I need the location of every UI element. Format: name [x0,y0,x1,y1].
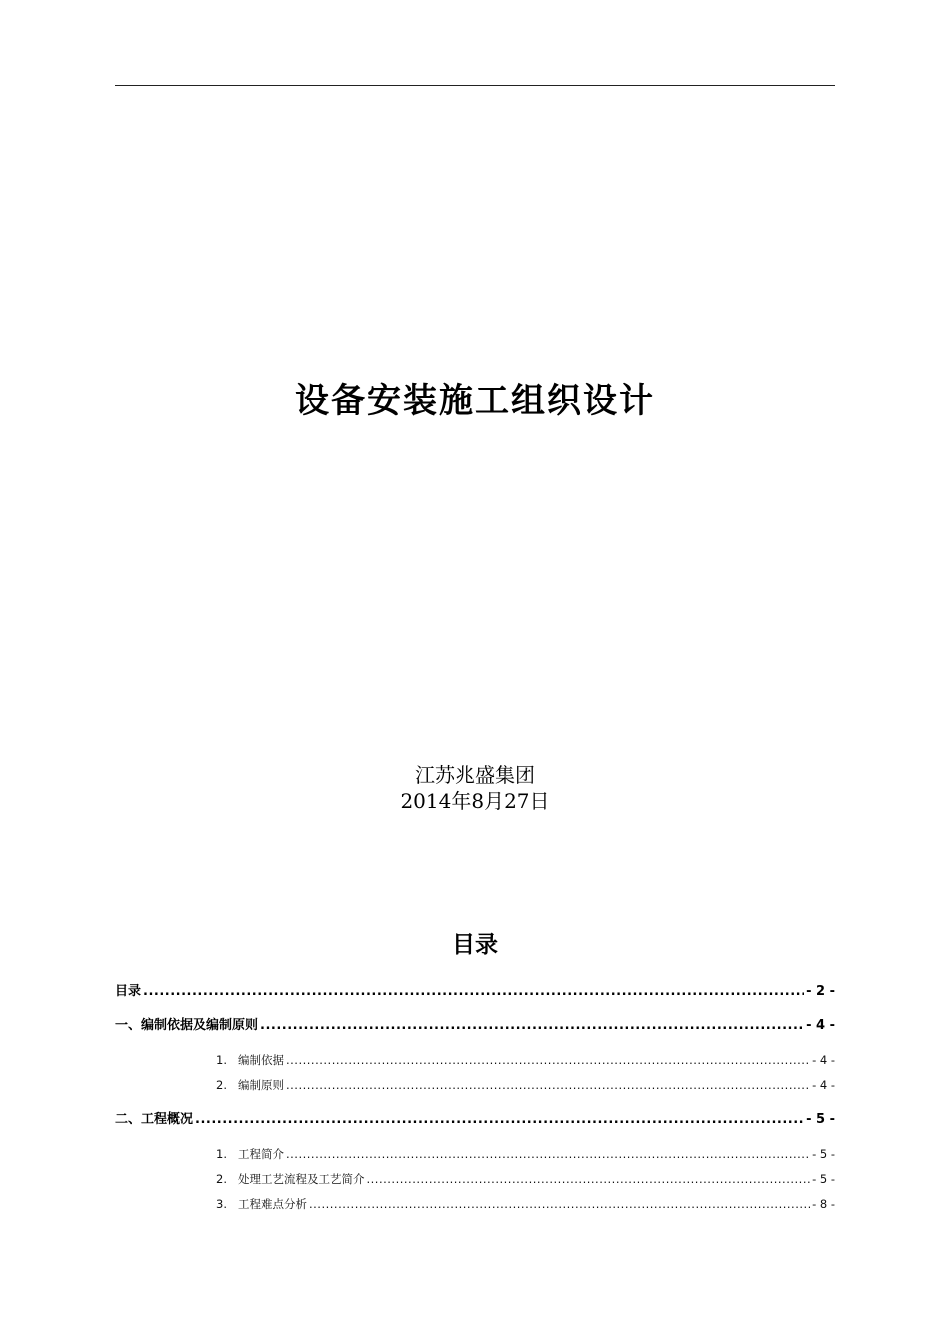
toc-entry-page: - 4 - [806,1018,835,1033]
toc-entry-label: 工程难点分析 [238,1197,307,1211]
toc-dot-leader [143,982,804,1002]
toc-dot-leader [286,1051,810,1069]
toc-entry-label: 二、工程概况 [115,1112,194,1127]
document-title: 设备安装施工组织设计 [295,381,655,421]
toc-entry-label: 处理工艺流程及工艺简介 [238,1172,365,1186]
toc-entry-page: - 8 - [812,1197,835,1211]
toc-entry-label: 一、编制依据及编制原则 [115,1018,259,1033]
toc-entry-number: 2. [216,1078,227,1092]
toc-entry-label: 工程简介 [238,1147,284,1161]
toc-entry[interactable] [115,1110,835,1130]
toc-entry-page: - 5 - [812,1147,835,1161]
toc-entry-number: 1. [216,1147,227,1161]
toc-entry-page: - 4 - [812,1078,835,1092]
toc-entry-label: 编制原则 [238,1078,284,1092]
toc-entry-page: - 4 - [812,1053,835,1067]
toc-dot-leader [286,1145,810,1163]
toc-entry-number: 3. [216,1197,227,1211]
toc-dot-leader [195,1110,804,1130]
organization-name: 江苏兆盛集团 [415,763,535,787]
toc-dot-leader [286,1076,810,1094]
header-rule [115,85,835,86]
document-date: 2014年8月27日 [400,789,550,813]
toc-entry-number: 2. [216,1172,227,1186]
toc-entry-page: - 2 - [806,984,835,999]
toc-entry[interactable] [216,1076,835,1094]
toc-dot-leader [260,1016,804,1036]
toc-entry[interactable] [216,1195,835,1213]
toc-entry-page: - 5 - [812,1172,835,1186]
toc-heading: 目录 [452,932,498,958]
toc-entry-page: - 5 - [806,1112,835,1127]
toc-entry-label: 编制依据 [238,1053,284,1067]
toc-entry[interactable] [115,982,835,1002]
toc-entry[interactable] [115,1016,835,1036]
toc-entry[interactable] [216,1170,835,1188]
toc-entry[interactable] [216,1051,835,1069]
toc-entry-label: 目录 [115,984,142,999]
toc-entry-number: 1. [216,1053,227,1067]
toc-dot-leader [309,1195,810,1213]
toc-dot-leader [367,1170,811,1188]
toc-entry[interactable] [216,1145,835,1163]
